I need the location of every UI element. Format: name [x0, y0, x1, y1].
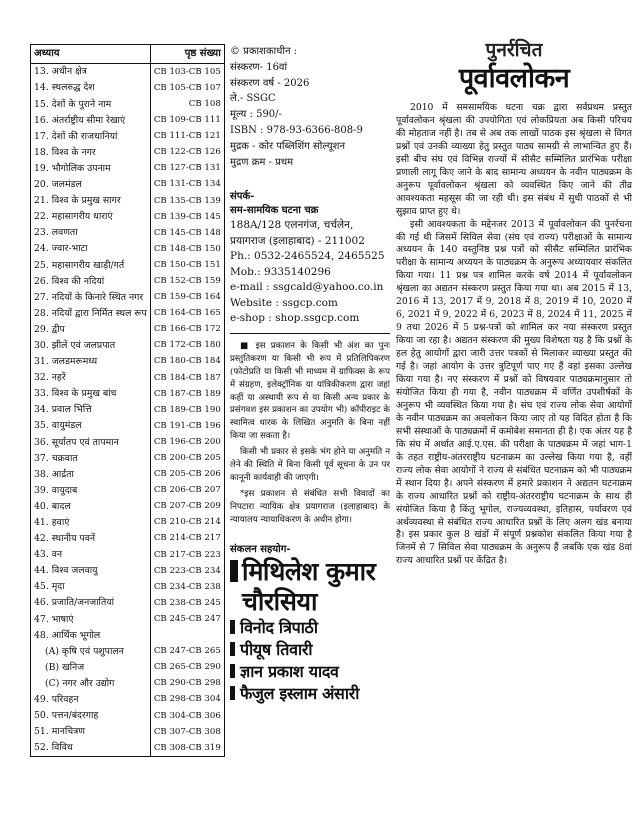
toc-chapter: 37. चक्रवात — [31, 450, 151, 466]
toc-chapter: 45. मृदा — [31, 579, 151, 595]
toc-header-row — [31, 45, 225, 64]
preface-title-top: पुनर्रचित — [485, 39, 543, 61]
address-line-2: प्रयागराज (इलाहाबाद) - 211002 — [230, 234, 365, 247]
toc-page-range: CB 196-CB 200 — [150, 434, 224, 450]
toc-row — [31, 322, 225, 338]
toc-row — [31, 177, 225, 193]
toc-chapter: 15. देशों के पुराने नाम — [31, 96, 151, 112]
toc-row — [31, 708, 225, 724]
toc-row — [31, 386, 225, 402]
toc-chapter: 20. जलमंडल — [31, 177, 151, 193]
author-line: ले.- SSGC — [230, 93, 276, 105]
price-line: मूल्य : 590/- — [230, 109, 282, 121]
toc-row — [31, 579, 225, 595]
compiler-2: पीयूष तिवारी — [230, 639, 390, 661]
phone-line: Ph.: 0532-2465524, 2465525 — [230, 250, 385, 263]
toc-chapter: 30. झीलें एवं जलप्रपात — [31, 338, 151, 354]
compiler-4: फैजुल इस्लाम अंसारी — [230, 683, 390, 705]
toc-chapter: 27. नदियों के किनारे स्थित नगर — [31, 289, 151, 305]
print-order-line: मुद्रण क्रम - प्रथम — [230, 156, 294, 168]
toc-page-range: CB 217-CB 223 — [150, 547, 224, 563]
compilers-title: संकलन सहयोग- — [230, 543, 291, 555]
notice-paragraph-1: ■ इस प्रकाशन के किसी भी अंश का पुनः प्रस्तुतिकरण या किसी भी रूप में प्रतिलिपिकरण (फोटोप्रति या किसी भी माध्यम में ग्राफिक्स के रूप में संग्रहण, इलेक्ट्रॉनिक या यांत्रिकीकरण द्वारा जहां कहीं या अस्थायी रूप से या किसी अन्य प्रकार के प्रसंगवश इस प्रकाशन का उपयोग भी) कॉपीराइट के स्वामित्व धारक के लिखित अनुमति के बिना नहीं किया जा सकता है। — [230, 340, 390, 442]
toc-page-range: CB 200-CB 205 — [150, 450, 224, 466]
toc-page-range: CB 135-CB 139 — [150, 193, 224, 209]
toc-chapter: 40. बादल — [31, 499, 151, 515]
toc-page-range: CB 234-CB 238 — [150, 579, 224, 595]
toc-page-range: CB 308-CB 319 — [150, 740, 224, 757]
toc-row — [31, 338, 225, 354]
toc-row — [31, 402, 225, 418]
toc-page-range: CB 307-CB 308 — [150, 724, 224, 740]
toc-page-range: CB 187-CB 189 — [150, 386, 224, 402]
toc-row — [31, 563, 225, 579]
edition-year-line: संस्करण वर्ष - 2026 — [230, 77, 310, 89]
toc-row — [31, 515, 225, 531]
toc-chapter: 19. भौगोलिक उपनाम — [31, 161, 151, 177]
toc-page-range: CB 247-CB 265 — [150, 643, 224, 659]
toc-chapter: 28. नदियों द्वारा निर्मित स्थल रूप — [31, 305, 151, 321]
toc-chapter: 38. आर्द्रता — [31, 466, 151, 482]
contact-block — [230, 190, 390, 327]
toc-row — [31, 305, 225, 321]
preface-paragraph-2: इसी आवश्यकता के मद्देनजर 2013 में पूर्वावलोकन की पुनर्रचना की गई थी जिसमें सिविल सेवा (संघ एवं राज्य) परीक्षाओं के सामान्य अध्ययन के 140 वस्तुनिष्ठ प्रश्न पत्रों को सीसैट सम्मिलित प्रारंभिक परीक्षा के सामान्य अध्ययन के पाठ्यक्रम के अनुरूप अध्यायवार संकलित किया गया। 11 प्रश्न पत्र शामिल करके वर्ष 2014 में पूर्वावलोकन श्रृंखला का अद्यतन संस्करण प्रस्तुत किया गया था। अब 2015 में 13, 2016 में 13, 2017 में 9, 2018 में 8, 2019 में 10, 2020 में 6, 2021 में 9, 2022 में 6, 2023 में 8, 2024 में 11, 2025 में 9 तथा 2026 में 5 प्रश्न-पत्रों को शामिल कर नया संस्करण प्रस्तुत किया जा रहा है। अद्यतन संस्करण की मुख्य विशेषता यह है कि प्रश्नों के हल हेतु आयोगों द्वारा जारी उत्तर पत्रकों से मिलाकर व्याख्या प्रस्तुत की गई है। जहां आयोग के उत्तर त्रुटिपूर्ण पाए गए हैं वहां इसका उल्लेख किया गया है। नए संस्करण में प्रश्नों को विषयवार पाठ्यक्रमानुसार तो संयोजित किया ही गया है, नवीन पाठ्यक्रम में वर्णित उपशीर्षकों के अनुरूप भी व्यवस्थित किया गया है। संघ एवं राज्य लोक सेवा आयोगों के नवीन पाठ्यक्रम का अवलोकन किया जाए तो यह विदित होता है कि सभी संस्थाओं के पाठ्यक्रमों में कमोबेश समानता ही है। एक अंतर यह है कि संघ में अर्थात आई.ए.एस. की परीक्षा के पाठ्यक्रम में जहां भाग-1 के तहत राष्ट्रीय-अंतरराष्ट्रीय घटनाक्रम का उल्लेख किया गया है, वहीं राज्य लोक सेवा आयोगों ने राज्य से संबंधित घटनाक्रम को भी पाठ्यक्रम में स्थान दिया है। अपने संस्करण में हमारे प्रकाशन ने अद्यतन घटनाक्रम के राज्य आधारित प्रश्नों को राष्ट्रीय-अंतरराष्ट्रीय घटनाक्रम के साथ ही संयोजित किया है किंतु भूगोल, राज्यव्यवस्था, इतिहास, पर्यावरण एवं अर्थव्यवस्था से संबंधित राज्य आधारित प्रश्नों के लिए अलग खंड बनाया है। इस प्रकार कुल 8 खंडों में संपूर्ण प्रश्नकोश संकलित किया गया है जिनमें से 7 सिविल सेवा पाठ्यक्रम के अनुरूप हैं जबकि एक खंड 8वां राज्य आधारित प्रश्नों पर केंद्रित है। — [396, 218, 632, 567]
toc-chapter: 39. वायुदाब — [31, 482, 151, 498]
toc-row — [31, 676, 225, 692]
printer-line: मुद्रक - कोर पब्लिशिंग सोल्यूशन — [230, 140, 346, 152]
toc-row — [31, 724, 225, 740]
toc-page-range: CB 111-CB 121 — [150, 128, 224, 144]
toc-chapter: 14. स्थलरुद्ध देश — [31, 80, 151, 96]
toc-page-range: CB 298-CB 304 — [150, 692, 224, 708]
preface-body — [396, 102, 632, 568]
toc-chapter: 17. देशों की राजधानियां — [31, 128, 151, 144]
toc-row — [31, 64, 225, 81]
copyright-line: © प्रकाशकाधीन : — [230, 46, 298, 57]
toc-page-range: CB 207-CB 209 — [150, 499, 224, 515]
bullet-square-icon — [230, 560, 238, 582]
toc-page-range: CB 205-CB 206 — [150, 466, 224, 482]
toc-chapter: 25. महासागरीय खाड़ी/गर्त — [31, 257, 151, 273]
toc-row — [31, 128, 225, 144]
bullet-square-icon — [230, 642, 235, 656]
imprint-block — [230, 44, 390, 170]
bullet-square-icon — [230, 664, 235, 678]
toc-row — [31, 225, 225, 241]
notice-paragraph-2: किसी भी प्रकार से इसके भंग होने या अनुमति न लेने की स्थिति में बिना किसी पूर्व सूचना के उन पर कानूनी कार्यवाही की जाएगी। — [230, 447, 390, 483]
toc-chapter: 23. लवणता — [31, 225, 151, 241]
isbn-line: ISBN : 978-93-6366-808-9 — [230, 124, 363, 136]
toc-row — [31, 241, 225, 257]
toc-chapter: 29. द्वीप — [31, 322, 151, 338]
toc-chapter: 32. नहरें — [31, 370, 151, 386]
toc-page-range: CB 206-CB 207 — [150, 482, 224, 498]
table-of-contents — [30, 44, 223, 837]
toc-chapter: 49. परिवहन — [31, 692, 151, 708]
toc-row — [31, 627, 225, 643]
toc-page-range: CB 145-CB 148 — [150, 225, 224, 241]
compiler-3: ज्ञान प्रकाश यादव — [230, 661, 390, 683]
toc-page-range: CB 103-CB 105 — [150, 64, 224, 81]
toc-row — [31, 193, 225, 209]
toc-body — [31, 64, 225, 757]
toc-page-range: CB 166-CB 172 — [150, 322, 224, 338]
toc-chapter: 34. प्रवाल भित्ति — [31, 402, 151, 418]
toc-row — [31, 547, 225, 563]
compiler-1: विनोद त्रिपाठी — [230, 617, 390, 639]
toc-chapter: 47. भाषाएं — [31, 611, 151, 627]
toc-page-range: CB 139-CB 145 — [150, 209, 224, 225]
toc-row — [31, 418, 225, 434]
toc-chapter: 31. जलडमरूमध्य — [31, 354, 151, 370]
toc-page-range: CB 172-CB 180 — [150, 338, 224, 354]
toc-chapter: 51. मानचित्रण — [31, 724, 151, 740]
toc-header-page: पृष्ठ संख्या — [150, 45, 224, 64]
divider — [230, 333, 390, 334]
toc-chapter: 41. हवाएं — [31, 515, 151, 531]
notice-paragraph-3: *इस प्रकाशन से संबंधित सभी विवादों का निपटारा न्यायिक क्षेत्र प्रयागराज (इलाहाबाद) के न्यायालय न्यायाधिकरण के अधीन होगा। — [230, 488, 390, 525]
toc-chapter: (A) कृषि एवं पशुपालन — [31, 643, 151, 659]
toc-row — [31, 257, 225, 273]
toc-row — [31, 482, 225, 498]
toc-table — [30, 44, 225, 757]
toc-row — [31, 144, 225, 160]
toc-chapter: 43. वन — [31, 547, 151, 563]
toc-row — [31, 740, 225, 757]
toc-page-range: CB 159-CB 164 — [150, 289, 224, 305]
toc-page-range: CB 164-CB 165 — [150, 305, 224, 321]
mobile-line: Mob.: 9335140296 — [230, 265, 331, 278]
toc-page-range: CB 223-CB 234 — [150, 563, 224, 579]
toc-page-range: CB 152-CB 159 — [150, 273, 224, 289]
toc-row — [31, 96, 225, 112]
address-line-1: 188A/128 एलनगंज, चर्चलेन, — [230, 219, 354, 232]
toc-chapter: 26. विश्व की नदियां — [31, 273, 151, 289]
preface-column — [396, 38, 632, 831]
toc-page-range: CB 180-CB 184 — [150, 354, 224, 370]
toc-page-range: CB 184-CB 187 — [150, 370, 224, 386]
toc-row — [31, 499, 225, 515]
bullet-square-icon — [230, 686, 235, 700]
toc-chapter: 13. अधीन क्षेत्र — [31, 64, 151, 81]
toc-chapter: 24. ज्वार-भाटा — [31, 241, 151, 257]
lead-compiler-line-2: चौरसिया — [242, 586, 317, 616]
toc-chapter: 33. विश्व के प्रमुख बांध — [31, 386, 151, 402]
toc-row — [31, 80, 225, 96]
toc-row — [31, 209, 225, 225]
toc-chapter: 18. विश्व के नगर — [31, 144, 151, 160]
toc-page-range: CB 265-CB 290 — [150, 659, 224, 675]
bullet-square-icon — [230, 620, 235, 634]
toc-page-range: CB 127-CB 131 — [150, 161, 224, 177]
imprint-column — [230, 44, 390, 837]
toc-row — [31, 112, 225, 128]
toc-chapter: 22. महासागरीय धाराएं — [31, 209, 151, 225]
toc-page-range: CB 245-CB 247 — [150, 611, 224, 627]
website-line: Website : ssgcp.com — [230, 296, 338, 309]
toc-page-range: CB 108 — [150, 96, 224, 112]
toc-chapter: 16. अंतर्राष्ट्रीय सीमा रेखाएं — [31, 112, 151, 128]
toc-page-range: CB 148-CB 150 — [150, 241, 224, 257]
lead-compiler-line-1: मिथिलेश कुमार — [230, 557, 390, 587]
toc-row — [31, 611, 225, 627]
eshop-line: e-shop : shop.ssgcp.com — [230, 312, 360, 325]
toc-page-range: CB 150-CB 151 — [150, 257, 224, 273]
toc-chapter: 42. स्थानीय पवनें — [31, 531, 151, 547]
toc-row — [31, 354, 225, 370]
toc-page-range: CB 105-CB 107 — [150, 80, 224, 96]
toc-page-range: CB 109-CB 111 — [150, 112, 224, 128]
toc-page-range: CB 210-CB 214 — [150, 515, 224, 531]
toc-chapter: 35. वायुमंडल — [31, 418, 151, 434]
toc-row — [31, 643, 225, 659]
toc-row — [31, 289, 225, 305]
toc-page-range: CB 189-CB 190 — [150, 402, 224, 418]
toc-row — [31, 434, 225, 450]
toc-row — [31, 659, 225, 675]
toc-page-range: CB 191-CB 196 — [150, 418, 224, 434]
toc-page-range: CB 238-CB 245 — [150, 595, 224, 611]
toc-page-range: CB 304-CB 306 — [150, 708, 224, 724]
toc-chapter: (B) खनिज — [31, 659, 151, 675]
toc-chapter: 52. विविध — [31, 740, 151, 757]
toc-chapter: 21. विश्व के प्रमुख सागर — [31, 193, 151, 209]
toc-chapter: 48. आर्थिक भूगोल — [31, 627, 151, 643]
preface-paragraph-1: 2010 में समसामयिक घटना चक्र द्वारा सर्वप्रथम प्रस्तुत पूर्वावलोकन श्रृंखला की उपयोगिता एवं लोकप्रियता अब किसी परिचय की मोहताज नहीं है। तब से अब तक लाखों पाठक इस श्रृंखला से विगत प्रश्नों एवं उनकी व्याख्या हेतु प्रस्तुत पाठ्य सामग्री से लाभान्वित हुए हैं। इसी बीच संघ एवं विभिन्न राज्यों में सीसैट सम्मिलित प्रारंभिक परीक्षा प्रणाली लागू किए जाने के बाद सामान्य अध्ययन के नवीन पाठ्यक्रम के अनुरूप पूर्वावलोकन श्रृंखला को व्यवस्थित किए जाने की तीव्र आवश्यकता महसूस की जा रही थी। इस संबंध में सुधी पाठकों से भी सुझाव प्राप्त हुए थे। — [396, 102, 632, 217]
contact-title: संपर्क- — [230, 191, 255, 203]
edition-line: संस्करण- 16वां — [230, 61, 288, 73]
toc-page-range — [150, 627, 224, 643]
publisher-name: सम-सामयिक घटना चक्र — [230, 205, 319, 217]
toc-row — [31, 531, 225, 547]
toc-chapter: 46. प्रजाति/जनजातियां — [31, 595, 151, 611]
toc-page-range: CB 122-CB 126 — [150, 144, 224, 160]
toc-chapter: 50. पत्तन/बंदरगाह — [31, 708, 151, 724]
toc-row — [31, 450, 225, 466]
toc-row — [31, 273, 225, 289]
toc-chapter: 36. सूर्यातप एवं तापमान — [31, 434, 151, 450]
toc-row — [31, 692, 225, 708]
copyright-notice — [230, 340, 390, 527]
toc-row — [31, 370, 225, 386]
toc-header-chapter: अध्याय — [31, 45, 151, 64]
toc-chapter: 44. विश्व जलवायु — [31, 563, 151, 579]
toc-page-range: CB 214-CB 217 — [150, 531, 224, 547]
toc-page-range: CB 290-CB 298 — [150, 676, 224, 692]
toc-page-range: CB 131-CB 134 — [150, 177, 224, 193]
email-line: e-mail : ssgcald@yahoo.co.in — [230, 281, 384, 294]
compilers-block — [230, 557, 390, 705]
toc-row — [31, 161, 225, 177]
toc-chapter: (C) नगर और उद्योग — [31, 676, 151, 692]
toc-row — [31, 466, 225, 482]
preface-title-main: पूर्वावलोकन — [458, 63, 570, 94]
toc-row — [31, 595, 225, 611]
